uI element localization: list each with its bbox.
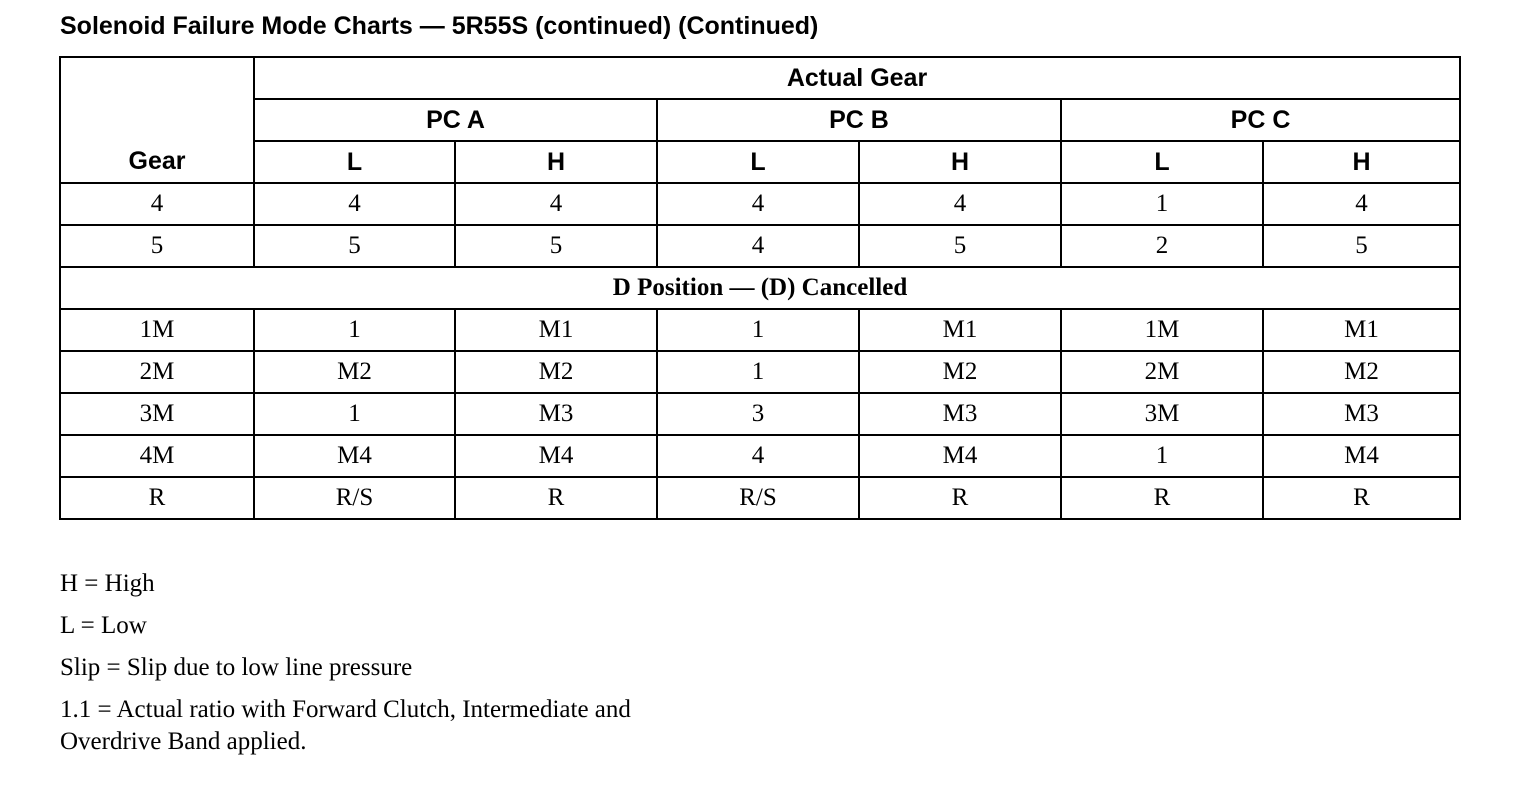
table-cell: M2 [254,351,455,393]
table-cell: R/S [657,477,859,519]
gear-cell: R [60,477,254,519]
table-row [60,477,1460,519]
header-row-levels [60,141,1460,183]
table-cell: 5 [455,225,657,267]
table-cell: 4 [657,435,859,477]
note-low: L = Low [60,612,147,639]
note-high: H = High [60,570,155,597]
table-row [60,309,1460,351]
table-cell: M3 [859,393,1061,435]
table-row [60,225,1460,267]
gear-column-header: Gear [60,57,254,183]
table-cell: M3 [455,393,657,435]
table-cell: M4 [455,435,657,477]
gear-cell: 5 [60,225,254,267]
group-header-pc-b: PC B [657,99,1061,141]
table-cell: R/S [254,477,455,519]
actual-gear-header: Actual Gear [254,57,1460,99]
gear-cell: 3M [60,393,254,435]
table-row [60,435,1460,477]
table-cell: M2 [455,351,657,393]
sub-header-pc-a-low: L [254,141,455,183]
group-header-pc-a: PC A [254,99,657,141]
table-cell: 1 [1061,183,1263,225]
group-header-pc-c: PC C [1061,99,1460,141]
table-cell: R [1061,477,1263,519]
sub-header-pc-a-high: H [455,141,657,183]
table-cell: 2M [1061,351,1263,393]
table-cell: R [455,477,657,519]
gear-cell: 1M [60,309,254,351]
gear-cell: 4 [60,183,254,225]
note-ratio-line-2: Overdrive Band applied. [60,728,307,755]
table-cell: 3 [657,393,859,435]
table-cell: M3 [1263,393,1460,435]
header-row-groups [60,99,1460,141]
table-cell: 1 [254,309,455,351]
table-cell: M4 [1263,435,1460,477]
table-cell: M4 [254,435,455,477]
table-row [60,351,1460,393]
sub-header-pc-b-high: H [859,141,1061,183]
table-cell: 5 [1263,225,1460,267]
table-cell: M4 [859,435,1061,477]
table-cell: 4 [1263,183,1460,225]
table-row [60,393,1460,435]
table-cell: 1M [1061,309,1263,351]
table-cell: 1 [657,351,859,393]
table-cell: 2 [1061,225,1263,267]
solenoid-failure-table [59,56,1461,520]
table-cell: 4 [254,183,455,225]
table-cell: 1 [254,393,455,435]
page-title: Solenoid Failure Mode Charts — 5R55S (continued) (Continued) [60,12,819,40]
table-cell: 5 [254,225,455,267]
table-cell: M1 [859,309,1061,351]
table-cell: M2 [859,351,1061,393]
section-row [60,267,1460,309]
section-label: D Position — (D) Cancelled [60,267,1460,309]
note-slip: Slip = Slip due to low line pressure [60,654,413,681]
table-cell: 5 [859,225,1061,267]
table-cell: 4 [657,183,859,225]
table-cell: 4 [657,225,859,267]
table-cell: R [1263,477,1460,519]
table-cell: 4 [455,183,657,225]
table-cell: M1 [455,309,657,351]
sub-header-pc-c-high: H [1263,141,1460,183]
table-cell: M2 [1263,351,1460,393]
table-cell: 3M [1061,393,1263,435]
gear-cell: 2M [60,351,254,393]
note-ratio-line-1: 1.1 = Actual ratio with Forward Clutch, Intermediate and [60,696,631,723]
table-row [60,183,1460,225]
legend-notes [60,568,631,768]
table-cell: R [859,477,1061,519]
sub-header-pc-b-low: L [657,141,859,183]
table-cell: 4 [859,183,1061,225]
sub-header-pc-c-low: L [1061,141,1263,183]
table-cell: M1 [1263,309,1460,351]
table-cell: 1 [657,309,859,351]
header-row-actual-gear [60,57,1460,99]
gear-cell: 4M [60,435,254,477]
table-cell: 1 [1061,435,1263,477]
